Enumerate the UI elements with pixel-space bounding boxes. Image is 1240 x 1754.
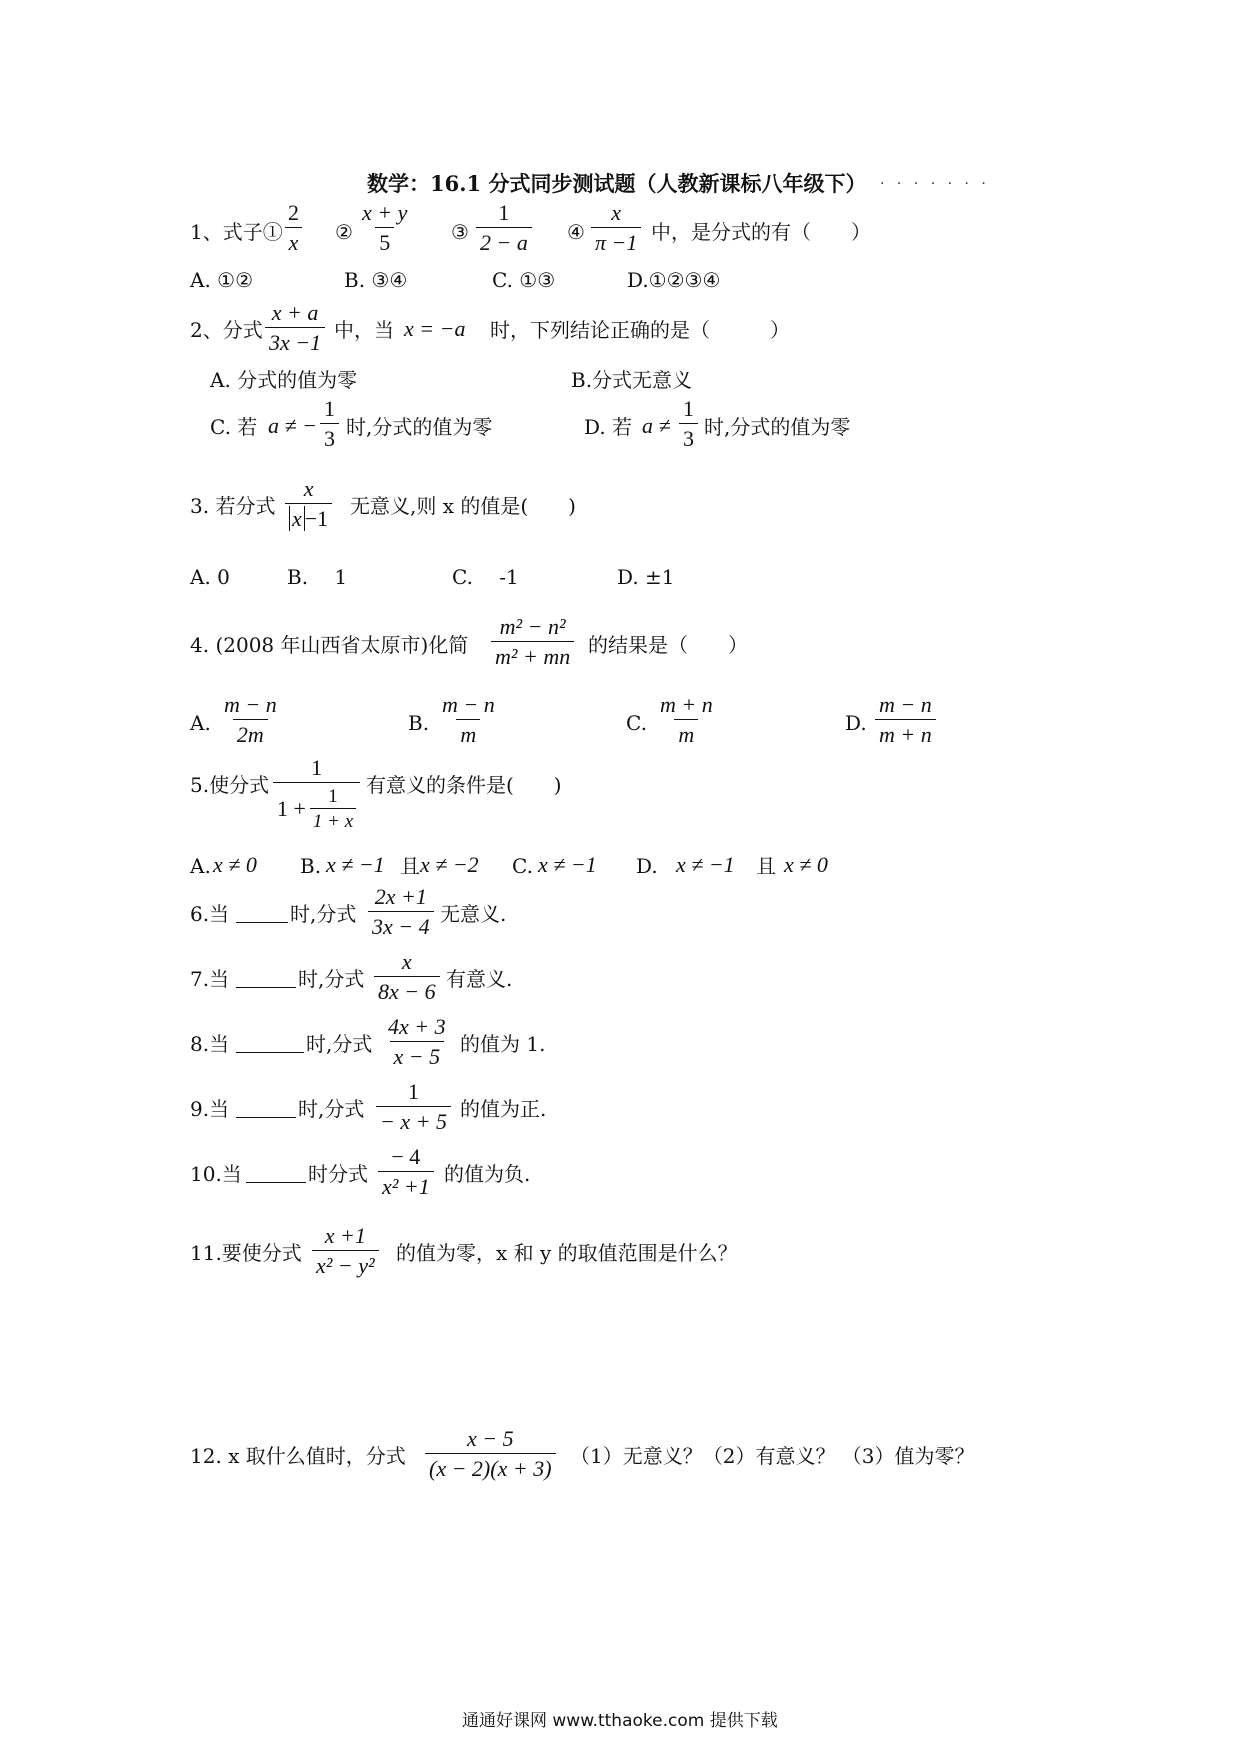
q3-fraction: $\frac{x}{x -1}$ xyxy=(285,478,332,530)
title-dots: · · · · · · · xyxy=(880,176,990,192)
q2-option-c-prefix: C. 若 xyxy=(210,415,258,439)
q4-prefix: 4. (2008 年山西省太原市)化简 xyxy=(190,633,469,657)
q1-marker-4: ④ xyxy=(567,220,585,244)
q2-option-b: B.分式无意义 xyxy=(571,368,693,392)
q5-option-b-label: B. xyxy=(300,854,322,878)
q4-fraction: $\frac{\text{m² − n²}}{\text{m² + mn}}$ xyxy=(491,616,574,668)
q5-option-a-label: A. xyxy=(190,854,211,878)
q12-fraction: $\frac{x - 5}{(x - 2)(x + 3)}$ xyxy=(425,1428,556,1480)
q6-mid: 时,分式 xyxy=(290,902,357,926)
q11-fraction: $\frac{x +1}{\text{x² − y²}}$ xyxy=(312,1225,379,1277)
q2-option-c-fraction: $\frac{1}{3}$ xyxy=(320,398,339,450)
q1-option-a: A. ①② xyxy=(190,268,254,292)
q4-option-b-label: B. xyxy=(408,711,430,735)
q2-condition: x = −a xyxy=(404,316,466,341)
q4-option-a-fraction: $\frac{m - n}{2m}$ xyxy=(224,692,277,747)
q3-absolute-value: x xyxy=(289,506,305,531)
q2-fraction: $\frac{x + a}{3x -1}$ xyxy=(265,302,325,354)
q5-option-c-label: C. xyxy=(512,854,533,878)
q2-option-d-prefix: D. 若 xyxy=(584,415,633,439)
q4-option-d-fraction: $\frac{m - n}{m + n}$ xyxy=(875,694,936,746)
q2-option-d-fraction: $\frac{1}{3}$ xyxy=(679,398,698,450)
q3-option-a: A. 0 xyxy=(190,565,230,589)
q6-prefix: 6.当 xyxy=(190,902,230,926)
q5-option-d-expr-2: x ≠ 0 xyxy=(784,852,828,877)
q5-option-d-label: D. xyxy=(636,854,658,878)
q1-option-b: B. ③④ xyxy=(344,268,408,292)
q5-option-b-and: 且 xyxy=(400,854,420,878)
q5-option-d-expr-1: x ≠ −1 xyxy=(676,852,735,877)
q6-suffix: 无意义. xyxy=(440,902,507,926)
q4-suffix: 的结果是（ ） xyxy=(588,633,748,657)
q5-suffix: 有意义的条件是( ) xyxy=(366,773,562,797)
q5-option-d-and: 且 xyxy=(756,854,776,878)
q11-prefix: 11.要使分式 xyxy=(190,1241,302,1265)
q10-mid: 时分式 xyxy=(308,1162,368,1186)
q3-option-c: C. -1 xyxy=(452,565,519,589)
q5-option-b-expr-2: x ≠ −2 xyxy=(420,852,479,877)
q8-fraction: $\frac{4x + 3}{x - 5}$ xyxy=(388,1014,446,1069)
q11-suffix: 的值为零，x 和 y 的取值范围是什么？ xyxy=(396,1241,738,1265)
q9-mid: 时,分式 xyxy=(298,1097,365,1121)
q7-suffix: 有意义. xyxy=(446,967,513,991)
q4-option-b-fraction: $\frac{m - n}{m}$ xyxy=(442,692,495,747)
q3-prefix: 3. 若分式 xyxy=(190,494,276,518)
q1-fraction-2: $\frac{x + y}{5}$ xyxy=(362,200,408,255)
q10-suffix: 的值为负. xyxy=(444,1162,531,1186)
q9-fraction: $\frac{1}{- x + 5}$ xyxy=(376,1081,451,1133)
q1-fraction-4: $\frac{x}{\pi -1}$ xyxy=(591,202,641,254)
q10-answer-blank xyxy=(246,1164,306,1183)
q2-option-d-condition: a ≠ xyxy=(642,413,671,438)
q5-option-a-expr: x ≠ 0 xyxy=(213,852,257,877)
q2-prefix: 2、分式 xyxy=(190,318,263,342)
q4-option-c-fraction: $\frac{m + n}{m}$ xyxy=(660,692,713,747)
q9-suffix: 的值为正. xyxy=(460,1097,547,1121)
q1-option-d: D.①②③④ xyxy=(627,268,721,292)
q2-option-c-suffix: 时,分式的值为零 xyxy=(346,415,493,439)
q8-prefix: 8.当 xyxy=(190,1032,230,1056)
q7-prefix: 7.当 xyxy=(190,967,230,991)
q1-marker-3: ③ xyxy=(451,220,469,244)
page-title: 数学：16.1 分式同步测试题（人教新课标八年级下） xyxy=(367,171,867,196)
q9-answer-blank xyxy=(236,1099,296,1118)
q5-inner-fraction: $\frac{1}{1 + x}$ xyxy=(310,787,356,831)
q4-option-c-label: C. xyxy=(626,711,647,735)
q5-option-c-expr: x ≠ −1 xyxy=(538,852,597,877)
q8-answer-blank xyxy=(236,1034,304,1053)
q12-suffix: （1）无意义？（2）有意义？ （3）值为零？ xyxy=(570,1444,975,1468)
q6-answer-blank xyxy=(236,904,288,923)
q7-mid: 时,分式 xyxy=(298,967,365,991)
q2-mid-2: 时，下列结论正确的是（ ） xyxy=(490,318,790,342)
q12-prefix: 12. x 取什么值时，分式 xyxy=(190,1444,406,1468)
q2-option-c-condition: a ≠ − xyxy=(268,413,317,438)
q3-suffix: 无意义,则 x 的值是( ) xyxy=(350,494,576,518)
q1-suffix: 中，是分式的有（ ） xyxy=(651,220,871,244)
q1-marker-2: ② xyxy=(335,220,353,244)
q4-option-d-label: D. xyxy=(845,711,867,735)
q10-fraction: $\frac{- 4}{\text{x² +1}}$ xyxy=(378,1146,434,1198)
footer-credit: 通通好课网 www.tthaoke.com 提供下载 xyxy=(462,1711,778,1731)
q5-complex-fraction: 1 1 + $\frac{1}{1 + x}$ xyxy=(273,757,360,831)
q2-option-d-suffix: 时,分式的值为零 xyxy=(704,415,851,439)
q3-option-d: D. ±1 xyxy=(617,565,675,589)
q5-option-b-expr-1: x ≠ −1 xyxy=(326,852,385,877)
q9-prefix: 9.当 xyxy=(190,1097,230,1121)
q1-option-c: C. ①③ xyxy=(492,268,556,292)
q1-fraction-3: $\frac{1}{2 - a}$ xyxy=(476,202,532,254)
q8-mid: 时,分式 xyxy=(306,1032,373,1056)
q8-suffix: 的值为 1. xyxy=(460,1032,546,1056)
q2-option-a: A. 分式的值为零 xyxy=(210,368,358,392)
q1-fraction-1: $\frac{2}{x}$ xyxy=(284,202,303,254)
q3-option-b: B. 1 xyxy=(287,565,348,589)
q7-answer-blank xyxy=(236,969,296,988)
q5-prefix: 5.使分式 xyxy=(190,773,270,797)
q4-option-a-label: A. xyxy=(190,711,211,735)
q2-mid-1: 中，当 xyxy=(334,318,394,342)
q7-fraction: $\frac{x}{8x - 6}$ xyxy=(374,951,440,1003)
q6-fraction: $\frac{2x +1}{3x - 4}$ xyxy=(368,886,434,938)
q1-prefix: 1、式子① xyxy=(190,220,283,244)
q10-prefix: 10.当 xyxy=(190,1162,242,1186)
